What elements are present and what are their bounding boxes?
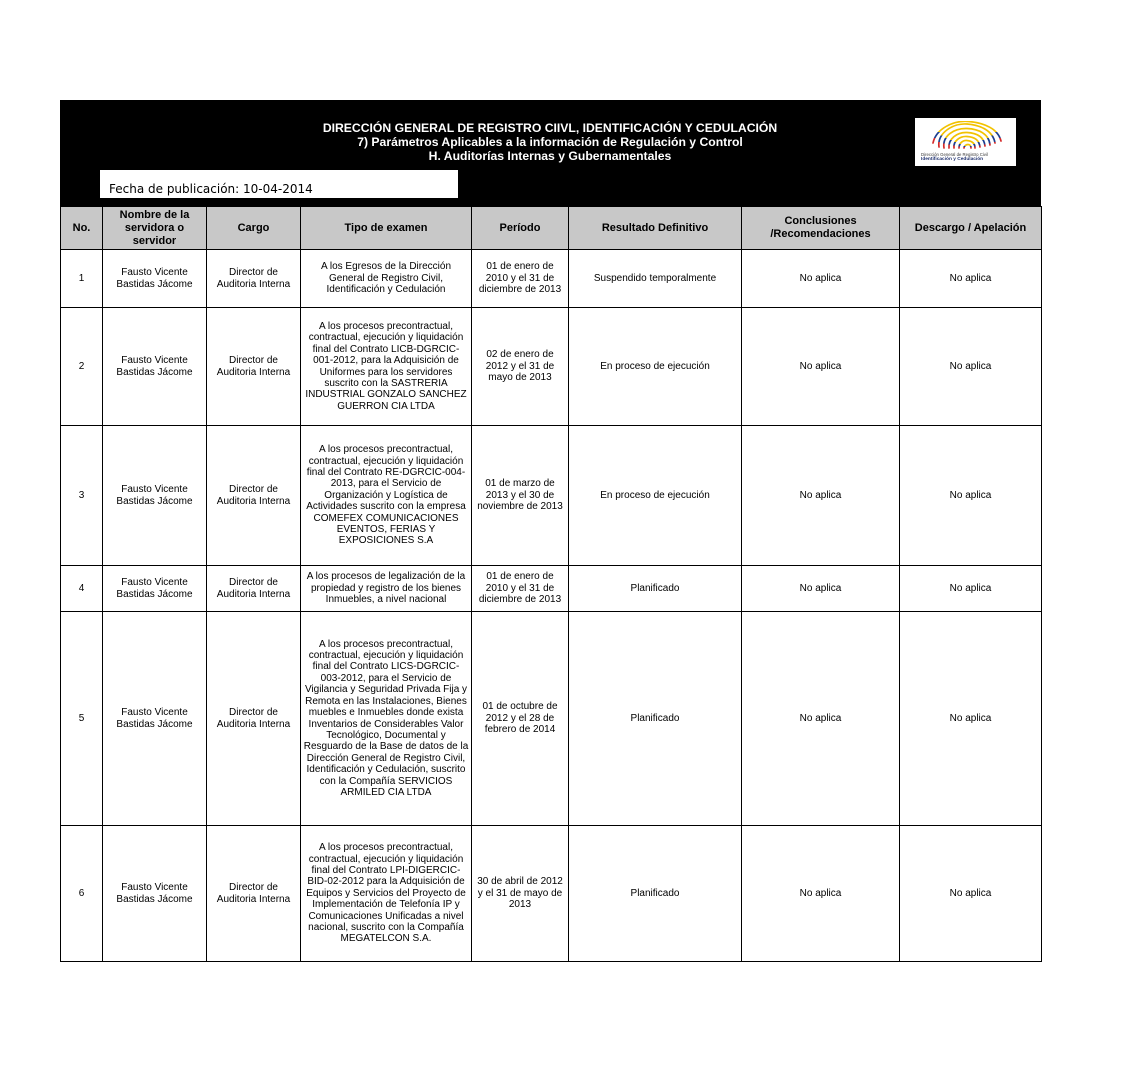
cell-resultado: Planificado <box>569 612 742 826</box>
header-banner <box>60 100 1041 206</box>
fingerprint-flag-icon <box>919 121 1012 151</box>
col-header-no: No. <box>61 207 103 250</box>
cell-cargo: Director de Auditoria Interna <box>207 826 301 962</box>
report-titles <box>240 121 860 163</box>
cell-tipo: A los Egresos de la Dirección General de Registro Civil, Identificación y Cedulación <box>301 250 472 308</box>
cell-nombre: Fausto Vicente Bastidas Jácome <box>103 826 207 962</box>
institution-title: DIRECCIÓN GENERAL DE REGISTRO CIIVL, IDENTIFICACIÓN Y CEDULACIÓN <box>322 121 778 135</box>
cell-no: 1 <box>61 250 103 308</box>
col-header-descargo: Descargo / Apelación <box>900 207 1042 250</box>
cell-tipo: A los procesos precontractual, contractual, ejecución y liquidación final del Contrato RE-DGRCIC-004-2013, para el Servicio de Organización y Logística de Actividades suscrito con la empresa COMEFEX COMUNICACIONES EVENTOS, FERIAS Y EXPOSICIONES S.A <box>301 426 472 566</box>
logo-line-1: Dirección General de Registro Civil <box>921 152 988 157</box>
table-row <box>61 250 1042 308</box>
cell-tipo: A los procesos de legalización de la propiedad y registro de los bienes Inmuebles, a nivel nacional <box>301 566 472 612</box>
cell-periodo: 01 de enero de 2010 y el 31 de diciembre de 2013 <box>472 566 569 612</box>
audits-table <box>60 206 1042 962</box>
cell-cargo: Director de Auditoria Interna <box>207 612 301 826</box>
table-row <box>61 826 1042 962</box>
table-row <box>61 566 1042 612</box>
col-header-tipo: Tipo de examen <box>301 207 472 250</box>
col-header-cargo: Cargo <box>207 207 301 250</box>
col-header-conclusiones: Conclusiones /Recomendaciones <box>742 207 900 250</box>
cell-conclusiones: No aplica <box>742 826 900 962</box>
cell-tipo: A los procesos precontractual, contractual, ejecución y liquidación final del Contrato LICS-DGRCIC-003-2012, para el Servicio de Vigilancia y Seguridad Privada Fija y Remota en las Instalaciones, Bienes muebles e Inmuebles donde exista Inventarios de Considerables Valor Tecnológico, Documental y Resguardo de la Base de datos de la Dirección General de Registro Civil, Identificación y Cedulación, suscrito con la Compañía SERVICIOS ARMILED CIA LTDA <box>301 612 472 826</box>
cell-descargo: No aplica <box>900 308 1042 426</box>
cell-resultado: Planificado <box>569 826 742 962</box>
cell-descargo: No aplica <box>900 250 1042 308</box>
table-row <box>61 612 1042 826</box>
report-document <box>60 100 1041 962</box>
col-header-nombre: Nombre de la servidora o servidor <box>103 207 207 250</box>
cell-conclusiones: No aplica <box>742 308 900 426</box>
table-row <box>61 308 1042 426</box>
subsection-title: H. Auditorías Internas y Gubernamentales <box>428 149 672 163</box>
cell-no: 6 <box>61 826 103 962</box>
logo-line-2: Identificación y Cedulación <box>921 157 984 162</box>
cell-no: 5 <box>61 612 103 826</box>
cell-descargo: No aplica <box>900 426 1042 566</box>
cell-conclusiones: No aplica <box>742 250 900 308</box>
cell-periodo: 30 de abril de 2012 y el 31 de mayo de 2013 <box>472 826 569 962</box>
cell-cargo: Director de Auditoria Interna <box>207 308 301 426</box>
cell-descargo: No aplica <box>900 826 1042 962</box>
cell-resultado: Suspendido temporalmente <box>569 250 742 308</box>
cell-no: 4 <box>61 566 103 612</box>
publication-date: Fecha de publicación: 10-04-2014 <box>100 170 458 198</box>
col-header-periodo: Período <box>472 207 569 250</box>
cell-cargo: Director de Auditoria Interna <box>207 250 301 308</box>
cell-conclusiones: No aplica <box>742 566 900 612</box>
table-row <box>61 426 1042 566</box>
cell-descargo: No aplica <box>900 566 1042 612</box>
cell-nombre: Fausto Vicente Bastidas Jácome <box>103 250 207 308</box>
cell-periodo: 01 de octubre de 2012 y el 28 de febrero de 2014 <box>472 612 569 826</box>
cell-nombre: Fausto Vicente Bastidas Jácome <box>103 566 207 612</box>
cell-descargo: No aplica <box>900 612 1042 826</box>
cell-tipo: A los procesos precontractual, contractual, ejecución y liquidación final del Contrato LPI-DIGERCIC-BID-02-2012 para la Adquisición de Equipos y Servicios del Proyecto de Implementación de Telefonía IP y Comunicaciones Unificadas a nivel nacional, suscrito con la Compañía MEGATELCON S.A. <box>301 826 472 962</box>
cell-nombre: Fausto Vicente Bastidas Jácome <box>103 612 207 826</box>
cell-resultado: Planificado <box>569 566 742 612</box>
cell-cargo: Director de Auditoria Interna <box>207 426 301 566</box>
cell-conclusiones: No aplica <box>742 426 900 566</box>
cell-tipo: A los procesos precontractual, contractual, ejecución y liquidación final del Contrato LICB-DGRCIC-001-2012, para la Adquisición de Uniformes para los servidores suscrito con la SASTRERIA INDUSTRIAL GONZALO SANCHEZ GUERRON CIA LTDA <box>301 308 472 426</box>
cell-no: 3 <box>61 426 103 566</box>
section-title: 7) Parámetros Aplicables a la información de Regulación y Control <box>357 135 743 149</box>
cell-periodo: 02 de enero de 2012 y el 31 de mayo de 2013 <box>472 308 569 426</box>
institution-logo <box>915 118 1016 166</box>
cell-nombre: Fausto Vicente Bastidas Jácome <box>103 308 207 426</box>
cell-nombre: Fausto Vicente Bastidas Jácome <box>103 426 207 566</box>
cell-conclusiones: No aplica <box>742 612 900 826</box>
cell-periodo: 01 de marzo de 2013 y el 30 de noviembre de 2013 <box>472 426 569 566</box>
cell-cargo: Director de Auditoria Interna <box>207 566 301 612</box>
cell-resultado: En proceso de ejecución <box>569 308 742 426</box>
cell-resultado: En proceso de ejecución <box>569 426 742 566</box>
cell-periodo: 01 de enero de 2010 y el 31 de diciembre de 2013 <box>472 250 569 308</box>
col-header-resultado: Resultado Definitivo <box>569 207 742 250</box>
cell-no: 2 <box>61 308 103 426</box>
table-header-row <box>61 207 1042 250</box>
